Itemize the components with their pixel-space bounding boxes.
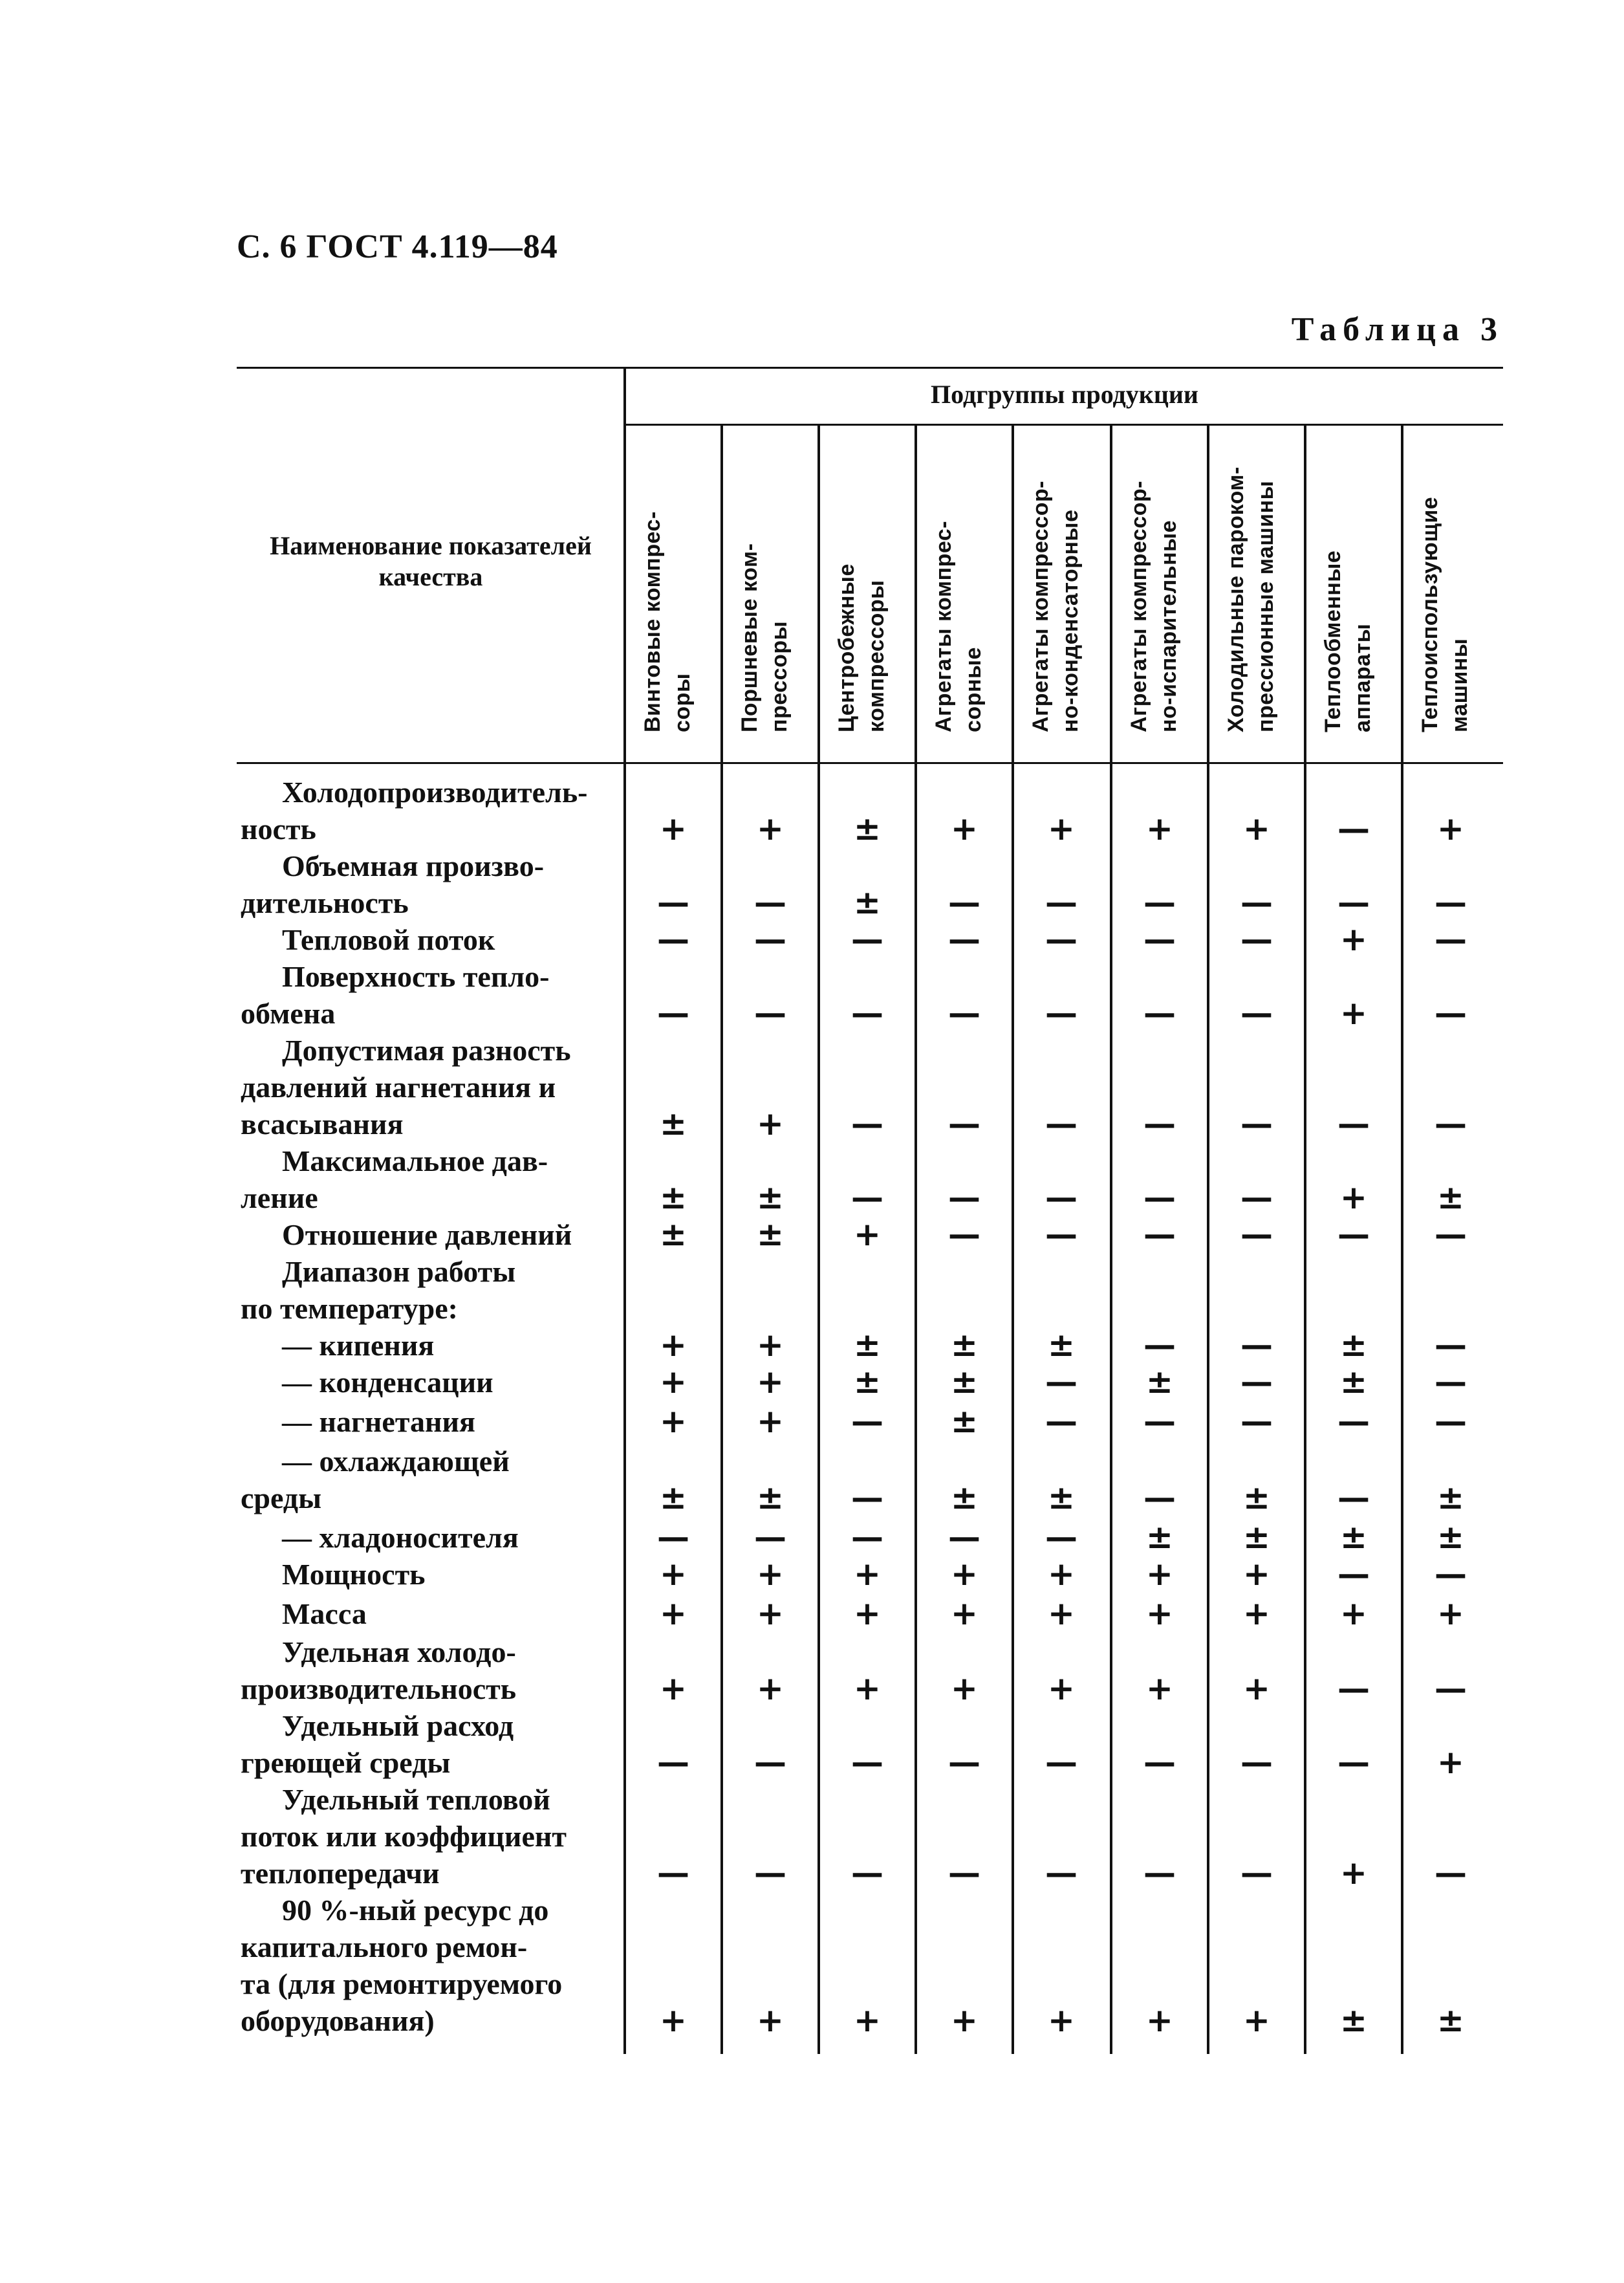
table-cell: — xyxy=(948,1216,980,1253)
column-header xyxy=(1415,448,1486,732)
table-cell: ± xyxy=(1340,1518,1367,1556)
column-header-line: компрессоры xyxy=(864,580,889,732)
row-label-line: ление xyxy=(241,1181,318,1214)
table-cell: — xyxy=(754,921,786,958)
table-cell: — xyxy=(1045,1179,1077,1216)
table-cell: — xyxy=(1240,1216,1273,1253)
table-cell: + xyxy=(757,1403,784,1440)
row-label xyxy=(241,1707,622,1781)
table-cell: — xyxy=(1143,1105,1176,1142)
table-cell: — xyxy=(851,1403,883,1440)
table-cell: — xyxy=(851,1479,883,1516)
table-cell: ± xyxy=(1437,1518,1464,1556)
table-cell: + xyxy=(854,1555,881,1593)
table-cell: — xyxy=(1045,994,1077,1032)
table-cell: — xyxy=(1045,1403,1077,1440)
table-cell: — xyxy=(1337,1105,1370,1142)
table-cell: — xyxy=(851,1743,883,1781)
table-cell: ± xyxy=(1437,2002,1464,2039)
row-label-line: Масса xyxy=(282,1597,367,1630)
column-header-line: Теплообменные xyxy=(1321,550,1345,732)
table-cell: + xyxy=(757,1555,784,1593)
row-label-line: Удельная холодо- xyxy=(282,1635,516,1668)
table-cell: — xyxy=(851,1518,883,1556)
table-cell: ± xyxy=(660,1105,687,1142)
row-label-line: обмена xyxy=(241,997,336,1030)
row-label xyxy=(241,1443,622,1516)
table-cell: ± xyxy=(1146,1518,1173,1556)
row-label xyxy=(241,958,622,1032)
column-header xyxy=(1221,448,1292,732)
table-cell: — xyxy=(1240,1363,1273,1401)
column-header-line: Агрегаты компрес- xyxy=(931,520,956,732)
table-cell: — xyxy=(1240,994,1273,1032)
table-cell: + xyxy=(660,1670,687,1707)
table-cell: — xyxy=(1143,1854,1176,1892)
table-cell: — xyxy=(948,1518,980,1556)
row-label xyxy=(241,774,622,847)
table-cell: + xyxy=(951,1670,978,1707)
row-label-line: — охлаждающей xyxy=(282,1445,510,1478)
row-label xyxy=(241,1633,622,1707)
table-cell: — xyxy=(657,1518,689,1556)
group-header: Подгруппы продукции xyxy=(931,380,1198,409)
table-cell: — xyxy=(1143,921,1176,958)
table-cell: — xyxy=(1435,1854,1467,1892)
row-label xyxy=(241,1253,622,1327)
table-cell: — xyxy=(1240,884,1273,921)
table-cell: — xyxy=(1240,1403,1273,1440)
table-cell: + xyxy=(1146,1555,1173,1593)
table-cell: — xyxy=(1240,1854,1273,1892)
row-label xyxy=(241,1142,622,1216)
table-cell: ± xyxy=(757,1479,784,1516)
table-cell: + xyxy=(1243,1595,1270,1632)
table-cell: — xyxy=(1435,1326,1467,1364)
row-label-line: капитального ремон- xyxy=(241,1930,528,1963)
column-header-line: Агрегаты компрессор- xyxy=(1127,480,1151,732)
table-cell: ± xyxy=(854,1363,881,1401)
table-cell: ± xyxy=(1243,1479,1270,1516)
table-cell: ± xyxy=(1146,1363,1173,1401)
table-cell: — xyxy=(1240,1179,1273,1216)
table-cell: + xyxy=(1048,810,1075,847)
column-header-line: Винтовые компрес- xyxy=(640,511,665,732)
table-cell: ± xyxy=(951,1363,978,1401)
row-label xyxy=(241,1892,622,2039)
table-cell: — xyxy=(657,1854,689,1892)
group-rule xyxy=(625,424,1503,426)
table-cell: — xyxy=(948,1179,980,1216)
table-cell: + xyxy=(1437,1595,1464,1632)
row-label xyxy=(241,1327,622,1364)
column-rule xyxy=(817,424,820,2054)
row-label xyxy=(241,1364,622,1401)
page-header: С. 6 ГОСТ 4.119—84 xyxy=(237,228,558,265)
table-cell: — xyxy=(754,1518,786,1556)
row-label-line: — хладоносителя xyxy=(282,1521,519,1554)
table-cell: ± xyxy=(854,810,881,847)
header-bottom-rule xyxy=(237,762,1503,764)
table-cell: — xyxy=(1337,1743,1370,1781)
row-label xyxy=(241,1556,622,1593)
table-cell: — xyxy=(754,1854,786,1892)
column-header-line: машины xyxy=(1447,638,1472,732)
row-label xyxy=(241,1781,622,1892)
row-label xyxy=(241,1032,622,1142)
column-header xyxy=(929,448,1000,732)
table-cell: — xyxy=(657,884,689,921)
row-label-line: оборудования) xyxy=(241,2004,435,2037)
table-cell: — xyxy=(754,884,786,921)
table-cell: ± xyxy=(660,1179,687,1216)
table-cell: + xyxy=(757,1105,784,1142)
table-cell: ± xyxy=(854,1326,881,1364)
table-cell: + xyxy=(1048,2002,1075,2039)
table-cell: + xyxy=(951,2002,978,2039)
table-cell: ± xyxy=(1243,1518,1270,1556)
column-header xyxy=(1026,448,1097,732)
table-cell: — xyxy=(1045,1216,1077,1253)
table-cell: + xyxy=(660,1363,687,1401)
row-label-line: та (для ремонтируемого xyxy=(241,1967,563,2000)
table-cell: ± xyxy=(660,1479,687,1516)
table-cell: + xyxy=(1340,1179,1367,1216)
row-label-line: — конденсации xyxy=(282,1366,493,1399)
row-label-line: Диапазон работы xyxy=(282,1255,516,1288)
column-rule xyxy=(623,367,626,2054)
table-cell: — xyxy=(1337,1479,1370,1516)
row-label xyxy=(241,1519,622,1556)
table-cell: + xyxy=(1243,810,1270,847)
row-label-line: Удельный расход xyxy=(282,1709,514,1742)
table-cell: — xyxy=(1045,1105,1077,1142)
table-cell: ± xyxy=(1048,1326,1075,1364)
table-cell: + xyxy=(1048,1595,1075,1632)
row-label-line: ность xyxy=(241,813,316,846)
table-cell: — xyxy=(1435,1363,1467,1401)
table-cell: ± xyxy=(757,1179,784,1216)
table-cell: — xyxy=(1435,1670,1467,1707)
table-cell: — xyxy=(1337,1403,1370,1440)
table-cell: + xyxy=(1243,1555,1270,1593)
row-label xyxy=(241,1595,622,1632)
table-cell: ± xyxy=(1437,1179,1464,1216)
table-cell: — xyxy=(1240,921,1273,958)
table-cell: — xyxy=(1045,884,1077,921)
table-cell: — xyxy=(1143,1179,1176,1216)
table-cell: — xyxy=(754,1743,786,1781)
row-label-line: Допустимая разность xyxy=(282,1034,571,1067)
table-cell: — xyxy=(754,994,786,1032)
table-cell: + xyxy=(854,1670,881,1707)
column-header-line: Центробежные xyxy=(834,563,859,732)
table-cell: — xyxy=(1143,1216,1176,1253)
table-cell: — xyxy=(1240,1105,1273,1142)
row-label-line: производительность xyxy=(241,1672,517,1705)
table-cell: + xyxy=(1146,2002,1173,2039)
table-cell: + xyxy=(757,1326,784,1364)
table-cell: + xyxy=(951,810,978,847)
indicator-column-header: Наименование показателей качества xyxy=(270,531,592,591)
row-label-line: давлений нагнетания и xyxy=(241,1071,556,1104)
row-label-line: среды xyxy=(241,1481,321,1514)
column-header-line: сорные xyxy=(961,647,986,732)
row-label-line: дительность xyxy=(241,886,409,919)
table-cell: ± xyxy=(951,1479,978,1516)
table-cell: — xyxy=(1045,1854,1077,1892)
table-cell: — xyxy=(657,994,689,1032)
table-cell: — xyxy=(1337,1555,1370,1593)
table-cell: + xyxy=(757,1670,784,1707)
table-cell: ± xyxy=(1437,1479,1464,1516)
table-cell: + xyxy=(1146,1595,1173,1632)
row-label-line: греющей среды xyxy=(241,1746,451,1779)
row-label-line: Тепловой поток xyxy=(282,923,495,956)
table-cell: + xyxy=(757,1363,784,1401)
table-cell: — xyxy=(1435,1105,1467,1142)
column-rule xyxy=(1012,424,1014,2054)
table-cell: — xyxy=(1045,1518,1077,1556)
column-rule xyxy=(720,424,723,2054)
row-label-line: Объемная произво- xyxy=(282,849,545,882)
table-cell: — xyxy=(1435,1555,1467,1593)
table-cell: — xyxy=(1045,1363,1077,1401)
column-header-line: Поршневые ком- xyxy=(737,543,762,732)
table-cell: — xyxy=(851,994,883,1032)
table-cell: + xyxy=(1146,810,1173,847)
column-header-line: соры xyxy=(670,673,695,732)
table-cell: + xyxy=(757,2002,784,2039)
row-label-line: — нагнетания xyxy=(282,1405,475,1438)
table-cell: — xyxy=(1337,884,1370,921)
column-header-line: прессоры xyxy=(767,620,792,732)
column-header xyxy=(832,448,903,732)
table-cell: ± xyxy=(660,1216,687,1253)
table-cell: — xyxy=(948,994,980,1032)
table-cell: — xyxy=(948,1854,980,1892)
table-cell: ± xyxy=(1340,2002,1367,2039)
table-cell: ± xyxy=(854,884,881,921)
row-label-line: поток или коэффициент xyxy=(241,1820,567,1853)
table-cell: + xyxy=(1437,1743,1464,1781)
row-label xyxy=(241,1216,622,1253)
table-cell: — xyxy=(1435,994,1467,1032)
table-cell: ± xyxy=(951,1326,978,1364)
table-cell: — xyxy=(948,921,980,958)
table-cell: + xyxy=(1243,1670,1270,1707)
table-cell: + xyxy=(660,1555,687,1593)
table-cell: ± xyxy=(1048,1479,1075,1516)
table-cell: + xyxy=(1243,2002,1270,2039)
table-cell: — xyxy=(1143,884,1176,921)
table-cell: + xyxy=(1437,810,1464,847)
table-cell: + xyxy=(660,2002,687,2039)
table-cell: + xyxy=(1048,1670,1075,1707)
column-rule xyxy=(1207,424,1209,2054)
table-cell: — xyxy=(948,1105,980,1142)
table-cell: — xyxy=(948,884,980,921)
row-label xyxy=(241,847,622,921)
table-cell: — xyxy=(1240,1326,1273,1364)
column-header-line: но-испарительные xyxy=(1156,519,1181,732)
table-cell: ± xyxy=(1340,1363,1367,1401)
table-cell: — xyxy=(851,1854,883,1892)
row-label-line: Поверхность тепло- xyxy=(282,960,550,993)
row-label xyxy=(241,1403,622,1440)
table-cell: — xyxy=(1435,1216,1467,1253)
column-header xyxy=(638,448,709,732)
row-label-line: Мощность xyxy=(282,1558,426,1591)
table-cell: + xyxy=(660,810,687,847)
row-label-line: теплопередачи xyxy=(241,1857,440,1890)
table-cell: — xyxy=(1045,921,1077,958)
table-cell: ± xyxy=(951,1403,978,1440)
table-cell: — xyxy=(657,921,689,958)
column-rule xyxy=(1304,424,1306,2054)
table-cell: — xyxy=(1435,1403,1467,1440)
table-cell: + xyxy=(854,2002,881,2039)
column-rule xyxy=(1110,424,1112,2054)
table-cell: — xyxy=(1435,884,1467,921)
row-label-line: Холодопроизводитель- xyxy=(282,776,588,809)
column-header-line: Агрегаты компрессор- xyxy=(1028,480,1053,732)
row-label-line: 90 %-ный ресурс до xyxy=(282,1894,549,1927)
column-header-line: Теплоиспользующие xyxy=(1418,496,1442,732)
table-cell: + xyxy=(757,810,784,847)
table-cell: — xyxy=(657,1743,689,1781)
table-cell: + xyxy=(854,1216,881,1253)
column-header-line: Холодильные пароком- xyxy=(1224,466,1248,732)
column-header xyxy=(1318,448,1389,732)
table-cell: + xyxy=(660,1326,687,1364)
row-label-line: Максимальное дав- xyxy=(282,1144,548,1177)
table-cell: + xyxy=(660,1403,687,1440)
table-top-rule xyxy=(237,367,1503,369)
table-cell: ± xyxy=(1340,1326,1367,1364)
table-cell: — xyxy=(1435,921,1467,958)
table-cell: — xyxy=(1337,810,1370,847)
table-cell: + xyxy=(660,1595,687,1632)
row-label-line: Удельный тепловой xyxy=(282,1783,550,1816)
table-cell: — xyxy=(1337,1670,1370,1707)
table-cell: + xyxy=(951,1555,978,1593)
column-header-line: но-конденсаторные xyxy=(1058,509,1083,732)
table-cell: + xyxy=(1048,1555,1075,1593)
column-header-line: аппараты xyxy=(1350,623,1375,732)
table-cell: — xyxy=(1240,1743,1273,1781)
column-header xyxy=(1124,448,1195,732)
table-cell: — xyxy=(851,1105,883,1142)
table-cell: — xyxy=(1143,994,1176,1032)
row-label-line: — кипения xyxy=(282,1329,435,1362)
table-cell: — xyxy=(1337,1216,1370,1253)
row-label-line: всасывания xyxy=(241,1108,404,1141)
table-cell: + xyxy=(757,1595,784,1632)
table-cell: — xyxy=(948,1743,980,1781)
column-header-line: прессионные машины xyxy=(1253,480,1278,732)
table-cell: — xyxy=(1045,1743,1077,1781)
row-label-line: по температуре: xyxy=(241,1292,458,1325)
table-cell: + xyxy=(1146,1670,1173,1707)
table-cell: + xyxy=(951,1595,978,1632)
column-header xyxy=(735,448,806,732)
table-cell: + xyxy=(854,1595,881,1632)
table-cell: — xyxy=(851,921,883,958)
table-cell: — xyxy=(1143,1743,1176,1781)
row-label-line: Отношение давлений xyxy=(282,1218,572,1251)
table-cell: + xyxy=(1340,921,1367,958)
column-rule xyxy=(1401,424,1403,2054)
table-cell: — xyxy=(851,1179,883,1216)
table-cell: — xyxy=(1143,1479,1176,1516)
table-cell: + xyxy=(1340,1595,1367,1632)
row-label xyxy=(241,921,622,958)
table-cell: + xyxy=(1340,994,1367,1032)
column-rule xyxy=(915,424,917,2054)
table-cell: + xyxy=(1340,1854,1367,1892)
table-caption: Таблица 3 xyxy=(1291,311,1504,348)
table-cell: — xyxy=(1143,1326,1176,1364)
table-cell: ± xyxy=(757,1216,784,1253)
table-cell: — xyxy=(1143,1403,1176,1440)
